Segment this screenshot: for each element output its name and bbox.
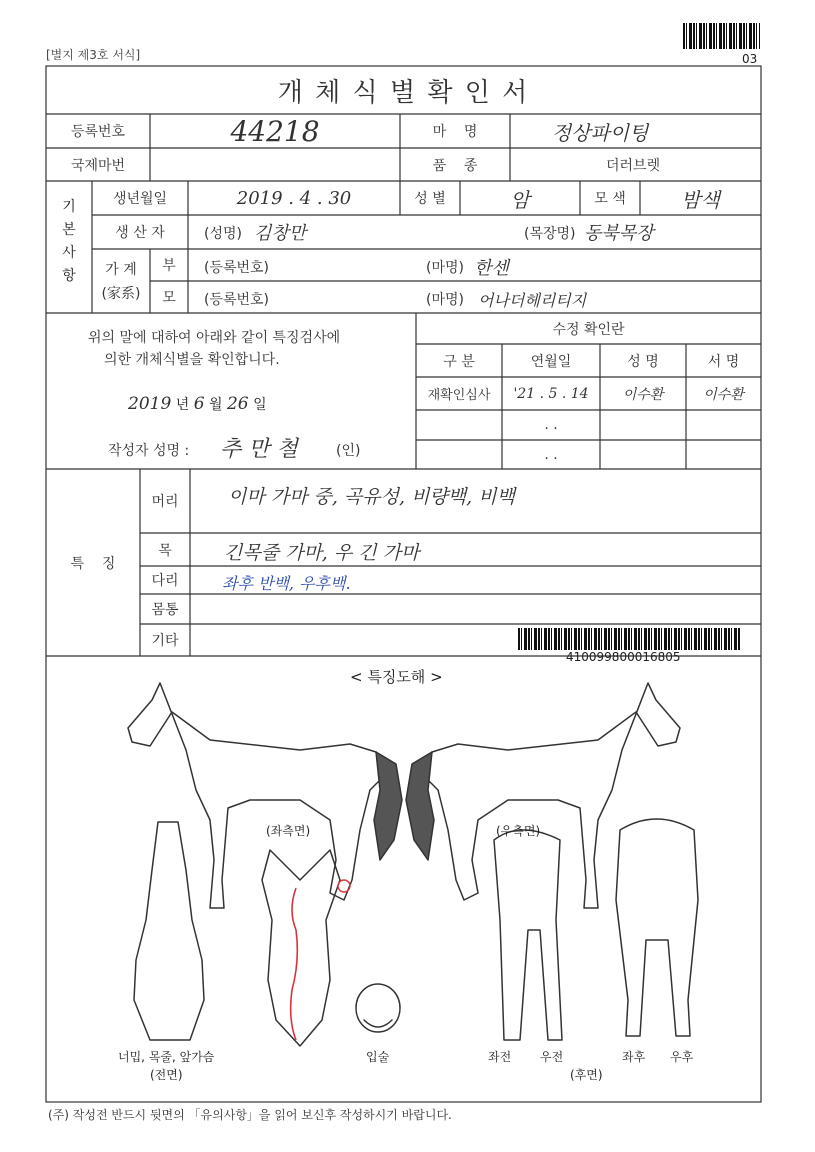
feature-label-head: 머리 <box>151 494 179 510</box>
reg-no-label: 등록번호 <box>70 124 126 140</box>
color-value: 밤색 <box>681 187 720 212</box>
front-caption: 너밉, 목줄, 앞가슴 <box>118 1050 215 1064</box>
lips-label: 입술 <box>366 1050 390 1064</box>
confirm-text-line1: 위의 말에 대하여 아래와 같이 특징검사에 <box>88 330 341 346</box>
feature-label-body: 몸통 <box>151 602 179 618</box>
basic-label-char: 항 <box>62 268 76 284</box>
sire-label: 부 <box>162 258 176 274</box>
breed-label: 품 종 <box>432 157 478 174</box>
intl-no-label: 국제마번 <box>70 157 126 174</box>
footer-note: (주) 작성전 반드시 뒷면의 「유의사항」을 읽어 보신후 작성하시기 바랍니다. <box>48 1108 452 1122</box>
revision-header-sign: 서 명 <box>707 353 740 370</box>
date-month-unit: 월 <box>208 397 223 413</box>
farm-name: 동북목장 <box>584 223 654 244</box>
revision-row-sign: 이수환 <box>703 386 744 403</box>
hind-right-leg-label: 우후 <box>670 1050 694 1064</box>
features-section-label: 특 징 <box>70 555 116 572</box>
lineage-label-line: 가 계 <box>105 262 137 278</box>
hind-left-leg-label: 좌후 <box>622 1050 646 1064</box>
page-code: 03 <box>742 52 758 66</box>
writer-label: 작성자 성명 : <box>108 443 190 459</box>
basic-label-char: 사 <box>62 245 76 261</box>
birth-label: 생년월일 <box>112 191 168 207</box>
rear-label: (후면) <box>570 1068 603 1082</box>
birth-value: 2019 . 4 . 30 <box>236 187 352 209</box>
sire-name: 한센 <box>474 258 509 279</box>
feature-label-other: 기타 <box>151 633 179 649</box>
lineage-label-line: (家系) <box>101 286 141 302</box>
writer-seal: (인) <box>336 443 361 459</box>
sire-reg-prefix: (등록번호) <box>204 260 270 276</box>
revision-title: 수정 확인란 <box>552 321 625 338</box>
revision-header-name: 성 명 <box>627 353 659 370</box>
front-right-leg-label: 우전 <box>540 1050 564 1064</box>
form-number: [별지 제3호 서식] <box>46 48 141 62</box>
front-left-leg-label: 좌전 <box>488 1050 512 1064</box>
feature-value-legs: 좌후 반백, 우후백. <box>222 574 351 593</box>
breed-value: 더러브렛 <box>606 157 661 174</box>
dam-label: 모 <box>162 290 176 306</box>
revision-row-date: '21 . 5 . 14 <box>513 385 589 402</box>
color-label: 모 색 <box>594 191 626 207</box>
dam-name-prefix: (마명) <box>426 292 464 308</box>
revision-row-date: . . <box>544 417 558 433</box>
date-year-unit: 년 <box>175 397 190 413</box>
writer-name: 추 만 철 <box>220 437 298 462</box>
feature-value-head: 이마 가마 중, 곡유성, 비량백, 비백 <box>228 486 515 508</box>
feature-barcode-number: 410099800016805 <box>566 650 681 664</box>
breeder-name: 김창만 <box>254 223 307 244</box>
breeder-label: 생 산 자 <box>115 225 165 241</box>
revision-header-date: 연월일 <box>530 353 572 370</box>
front-label: (전면) <box>150 1068 183 1082</box>
feature-label-neck: 목 <box>158 542 172 559</box>
document-title: 개 체 식 별 확 인 서 <box>277 77 530 108</box>
basic-label-char: 기 <box>62 199 76 215</box>
date-day: 26 <box>226 394 249 414</box>
dam-name: 어나더헤리티지 <box>478 291 587 310</box>
feature-value-neck: 긴목줄 가마, 우 긴 가마 <box>224 542 420 564</box>
revision-header-type: 구 분 <box>443 353 475 370</box>
revision-row-date: . . <box>544 446 558 463</box>
revision-row-type: 재확인심사 <box>427 388 491 403</box>
diagram-title: < 특징도해 > <box>350 668 443 686</box>
confirm-text-line2: 의한 개체식별을 확인합니다. <box>104 352 280 368</box>
horse-name-value: 정상파이팅 <box>551 120 649 145</box>
sex-label: 성 별 <box>414 191 446 207</box>
dam-reg-prefix: (등록번호) <box>204 292 270 308</box>
date-day-unit: 일 <box>253 397 267 413</box>
right-side-label: (우측면) <box>496 824 541 838</box>
date-month: 6 <box>193 394 205 414</box>
reg-no-value: 44218 <box>230 114 320 148</box>
breeder-name-prefix: (성명) <box>204 226 242 242</box>
sex-value: 암 <box>510 187 530 212</box>
horse-name-label: 마 명 <box>432 124 478 140</box>
revision-row-name: 이수환 <box>622 386 664 403</box>
farm-prefix: (목장명) <box>524 226 576 242</box>
basic-label-char: 본 <box>62 222 76 238</box>
feature-label-legs: 다리 <box>151 573 179 589</box>
date-year: 2019 <box>128 394 172 414</box>
sire-name-prefix: (마명) <box>426 260 464 276</box>
left-side-label: (좌측면) <box>266 824 311 838</box>
